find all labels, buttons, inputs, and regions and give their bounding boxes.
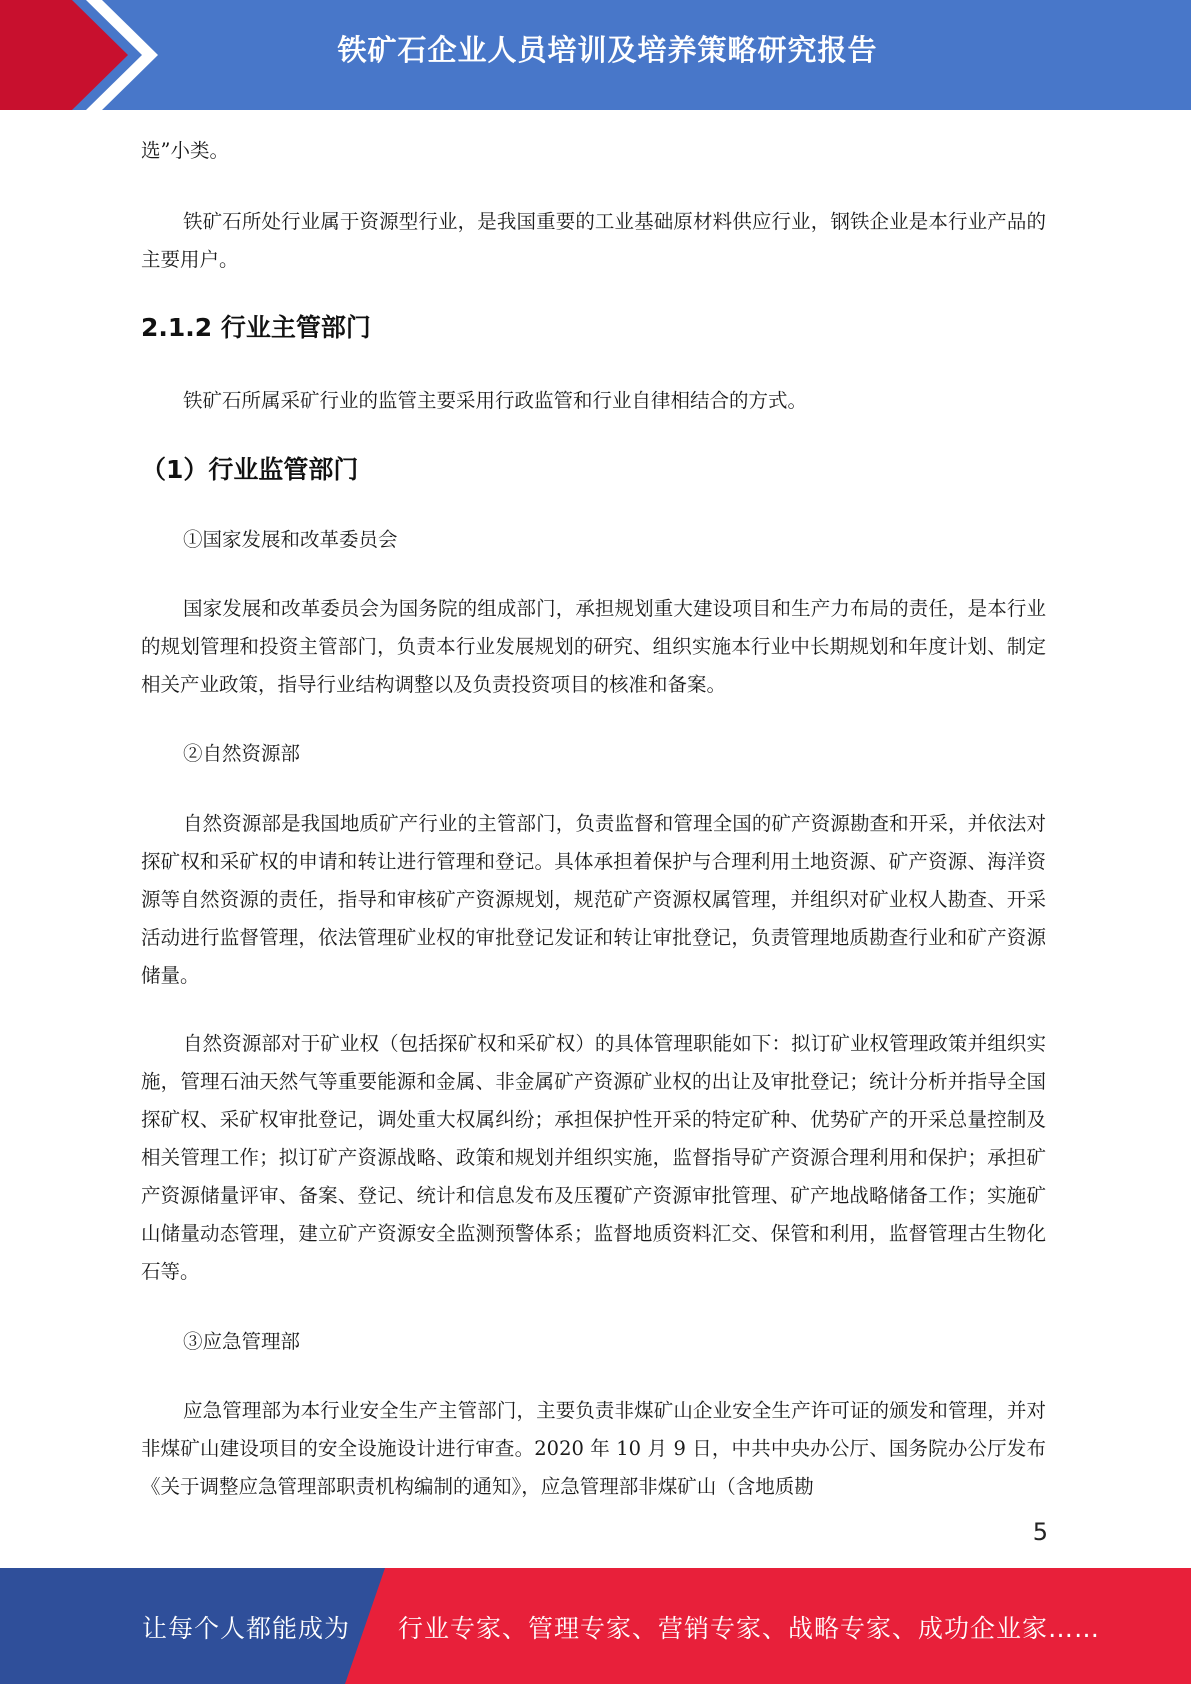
item-text-natural-resources-1: 自然资源部是我国地质矿产行业的主管部门，负责监督和管理全国的矿产资源勘查和开采，并依法对探矿权和采矿权的申请和转让进行管理和登记。具体承担着保护与合理利用土地资源、矿产资源、海洋资源等自然资源的责任，指导和审核矿产资源规划，规范矿产资源权属管理，并组织对矿业权人勘查、开采活动进行监督管理，依法管理矿业权的审批登记发证和转让审批登记，负责管理地质勘查行业和矿产资源储量。 — [141, 812, 1046, 987]
report-header — [0, 0, 1191, 110]
subsection-heading-1: （1）行业监管部门 — [141, 455, 359, 484]
item-text-ndrc: 国家发展和改革委员会为国务院的组成部门，承担规划重大建设项目和生产力布局的责任，是本行业的规划管理和投资主管部门，负责本行业发展规划的研究、组织实施本行业中长期规划和年度计划、制定相关产业政策，指导行业结构调整以及负责投资项目的核准和备案。 — [141, 597, 1046, 696]
paragraph-continuation: 选”小类。 — [141, 139, 229, 162]
paragraph-regulation-mode: 铁矿石所属采矿行业的监管主要采用行政监管和行业自律相结合的方式。 — [183, 389, 808, 412]
footer-slogan-right: 行业专家、管理专家、营销专家、战略专家、成功企业家…… — [398, 1614, 1101, 1643]
item-title-natural-resources: ②自然资源部 — [183, 742, 301, 765]
footer-banner — [0, 1568, 1191, 1684]
page-number: 5 — [1032, 1518, 1048, 1546]
item-text-emergency-management: 应急管理部为本行业安全生产主管部门，主要负责非煤矿山企业安全生产许可证的颁发和管理，并对非煤矿山建设项目的安全设施设计进行审查。2020 年 10 月 9 日，中共中央办公厅、国务院办公厅发布《关于调整应急管理部职责机构编制的通知》，应急管理部非煤矿山（含地质勘 — [141, 1399, 1046, 1498]
footer-slogan-left: 让每个人都能成为 — [142, 1614, 351, 1643]
item-title-emergency-management: ③应急管理部 — [183, 1330, 301, 1353]
item-title-ndrc: ①国家发展和改革委员会 — [183, 528, 398, 551]
section-heading-2-1-2: 2.1.2 行业主管部门 — [141, 313, 371, 342]
report-title: 铁矿石企业人员培训及培养策略研究报告 — [337, 33, 878, 67]
paragraph-industry-type: 铁矿石所处行业属于资源型行业，是我国重要的工业基础原材料供应行业，钢铁企业是本行业产品的主要用户。 — [141, 210, 1046, 271]
item-text-natural-resources-2: 自然资源部对于矿业权（包括探矿权和采矿权）的具体管理职能如下：拟订矿业权管理政策并组织实施，管理石油天然气等重要能源和金属、非金属矿产资源矿业权的出让及审批登记；统计分析并指导全国探矿权、采矿权审批登记，调处重大权属纠纷；承担保护性开采的特定矿种、优势矿产的开采总量控制及相关管理工作；拟订矿产资源战略、政策和规划并组织实施，监督指导矿产资源合理利用和保护；承担矿产资源储量评审、备案、登记、统计和信息发布及压覆矿产资源审批管理、矿产地战略储备工作；实施矿山储量动态管理，建立矿产资源安全监测预警体系；监督地质资料汇交、保管和利用，监督管理古生物化石等。 — [141, 1032, 1046, 1283]
